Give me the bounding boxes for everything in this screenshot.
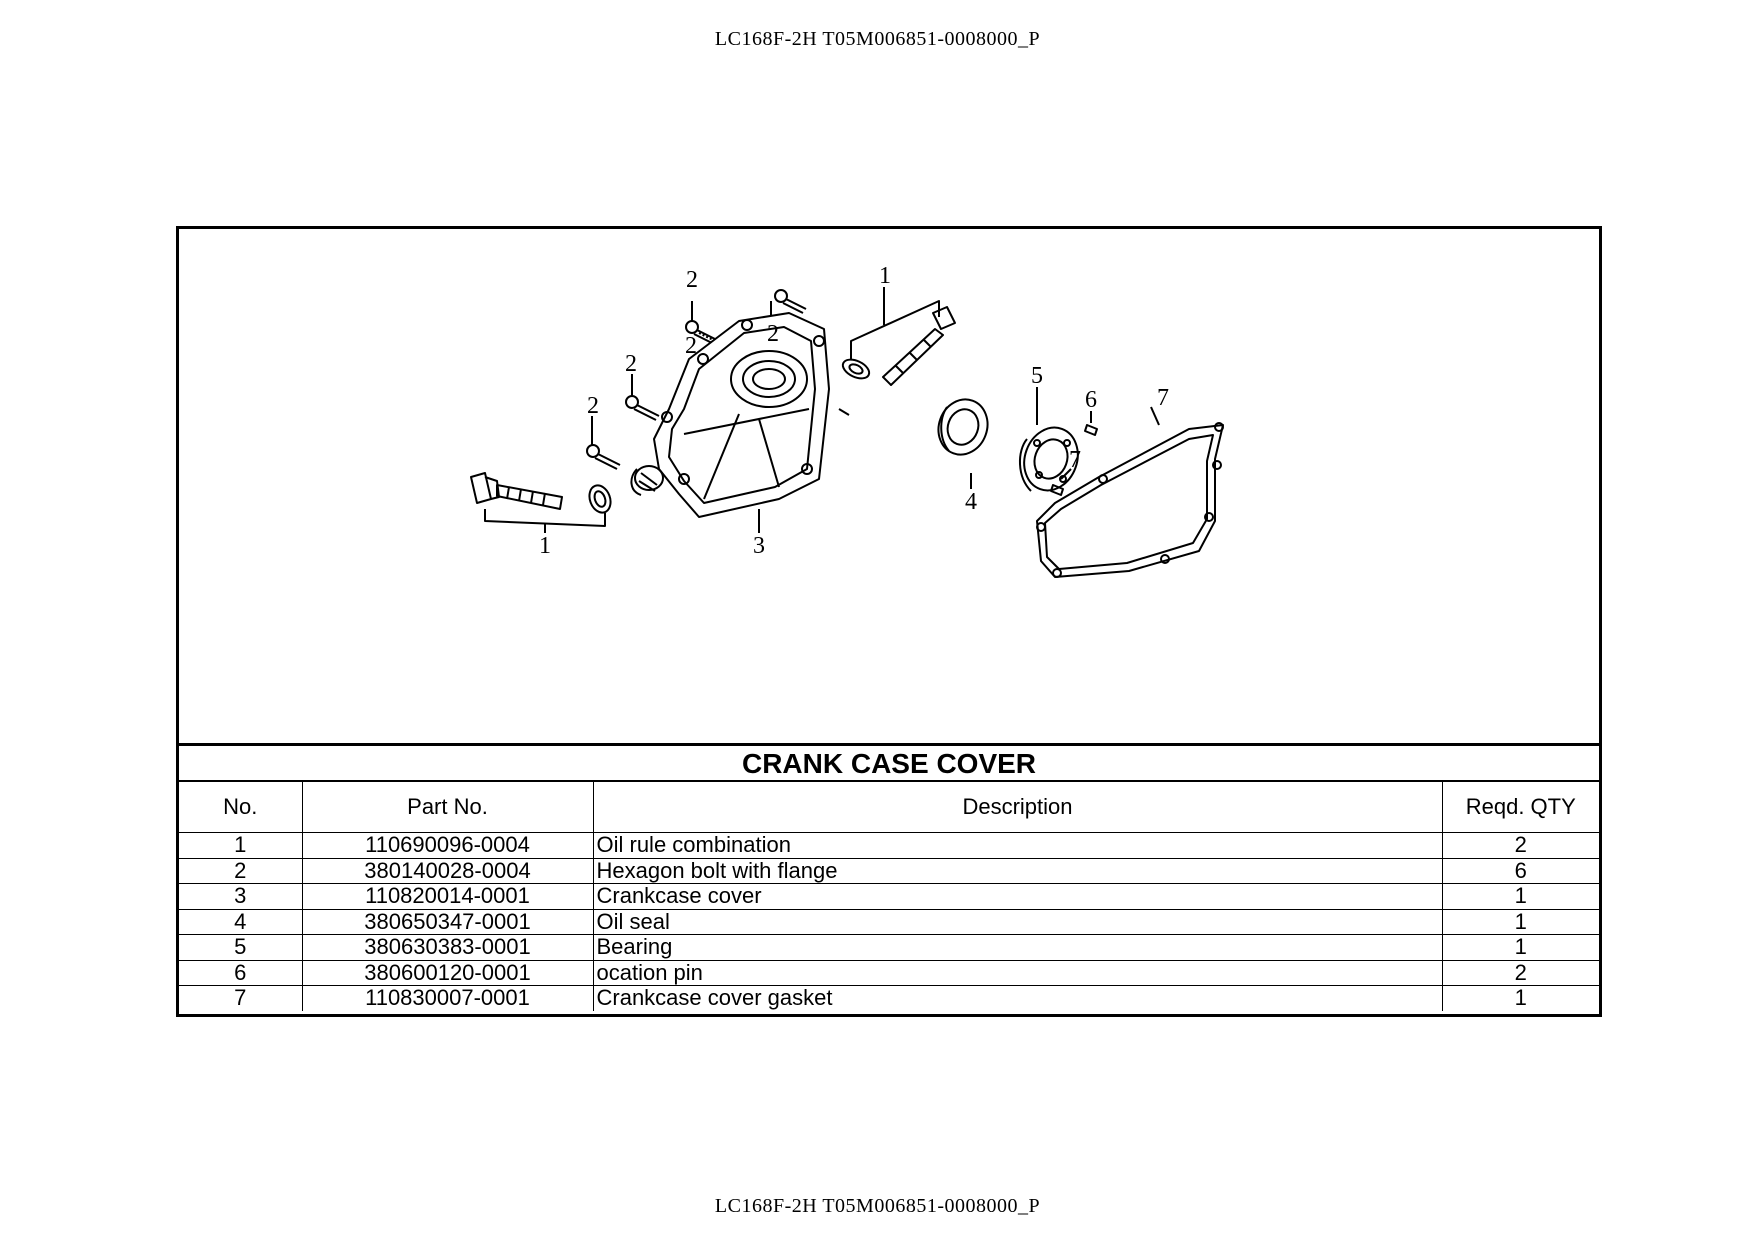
cell-no: 4 — [179, 909, 302, 935]
cell-part-no: 110830007-0001 — [302, 986, 593, 1011]
callout-2: 2 — [587, 393, 599, 419]
table-header-row — [179, 782, 1599, 833]
cell-description: Hexagon bolt with flange — [593, 858, 1442, 884]
cell-part-no: 380650347-0001 — [302, 909, 593, 935]
callout-1: 1 — [879, 263, 891, 289]
cell-description: Oil rule combination — [593, 833, 1442, 859]
callout-2: 2 — [767, 321, 779, 347]
callout-5: 5 — [1031, 363, 1043, 389]
oil-rule-left — [471, 473, 614, 533]
callout-7: 7 — [1069, 447, 1081, 473]
cell-part-no: 110690096-0004 — [302, 833, 593, 859]
callout-6: 6 — [1085, 387, 1097, 413]
cell-description: Bearing — [593, 935, 1442, 961]
bearing — [1016, 387, 1087, 498]
callout-2: 2 — [686, 267, 698, 293]
cell-qty: 1 — [1442, 935, 1599, 961]
callout-2: 2 — [625, 351, 637, 377]
oil-rule-right — [840, 287, 955, 385]
col-header-no: No. — [179, 782, 302, 833]
cell-description: Oil seal — [593, 909, 1442, 935]
cell-part-no: 380630383-0001 — [302, 935, 593, 961]
table-row — [179, 935, 1599, 961]
cell-no: 1 — [179, 833, 302, 859]
cell-qty: 1 — [1442, 909, 1599, 935]
cell-description: Crankcase cover gasket — [593, 986, 1442, 1011]
parts-table — [179, 782, 1599, 1011]
cell-no: 7 — [179, 986, 302, 1011]
exploded-diagram — [179, 229, 1599, 746]
cell-no: 5 — [179, 935, 302, 961]
callout-2: 2 — [685, 333, 697, 359]
crankcase-cover — [631, 313, 849, 533]
bolt-lower-left — [587, 416, 620, 469]
table-row — [179, 986, 1599, 1011]
table-row — [179, 909, 1599, 935]
table-row — [179, 960, 1599, 986]
page-footer: LC168F-2H T05M006851-0008000_P — [714, 1195, 1041, 1217]
table-row — [179, 858, 1599, 884]
callout-1: 1 — [539, 533, 551, 559]
cell-qty: 1 — [1442, 884, 1599, 910]
table-row — [179, 884, 1599, 910]
col-header-qty: Reqd. QTY — [1442, 782, 1599, 833]
col-header-part-no: Part No. — [302, 782, 593, 833]
callout-3: 3 — [753, 533, 765, 559]
exploded-view-drawing — [179, 229, 1599, 743]
callout-4: 4 — [965, 489, 977, 515]
oil-seal — [931, 392, 995, 489]
section-title: CRANK CASE COVER — [179, 746, 1599, 782]
cell-description: Crankcase cover — [593, 884, 1442, 910]
cell-part-no: 110820014-0001 — [302, 884, 593, 910]
cell-description: ocation pin — [593, 960, 1442, 986]
cell-part-no: 380140028-0004 — [302, 858, 593, 884]
crankcase-cover-gasket — [1037, 407, 1223, 577]
cell-qty: 1 — [1442, 986, 1599, 1011]
parts-sheet — [176, 226, 1602, 1017]
cell-qty: 2 — [1442, 833, 1599, 859]
cell-no: 3 — [179, 884, 302, 910]
page-header: LC168F-2H T05M006851-0008000_P — [714, 28, 1041, 50]
location-pin-upper — [1085, 411, 1097, 435]
cell-no: 2 — [179, 858, 302, 884]
table-row — [179, 833, 1599, 859]
cell-qty: 6 — [1442, 858, 1599, 884]
cell-part-no: 380600120-0001 — [302, 960, 593, 986]
cell-no: 6 — [179, 960, 302, 986]
callout-7: 7 — [1157, 385, 1169, 411]
cell-qty: 2 — [1442, 960, 1599, 986]
bolt-mid-left — [626, 374, 659, 420]
col-header-description: Description — [593, 782, 1442, 833]
